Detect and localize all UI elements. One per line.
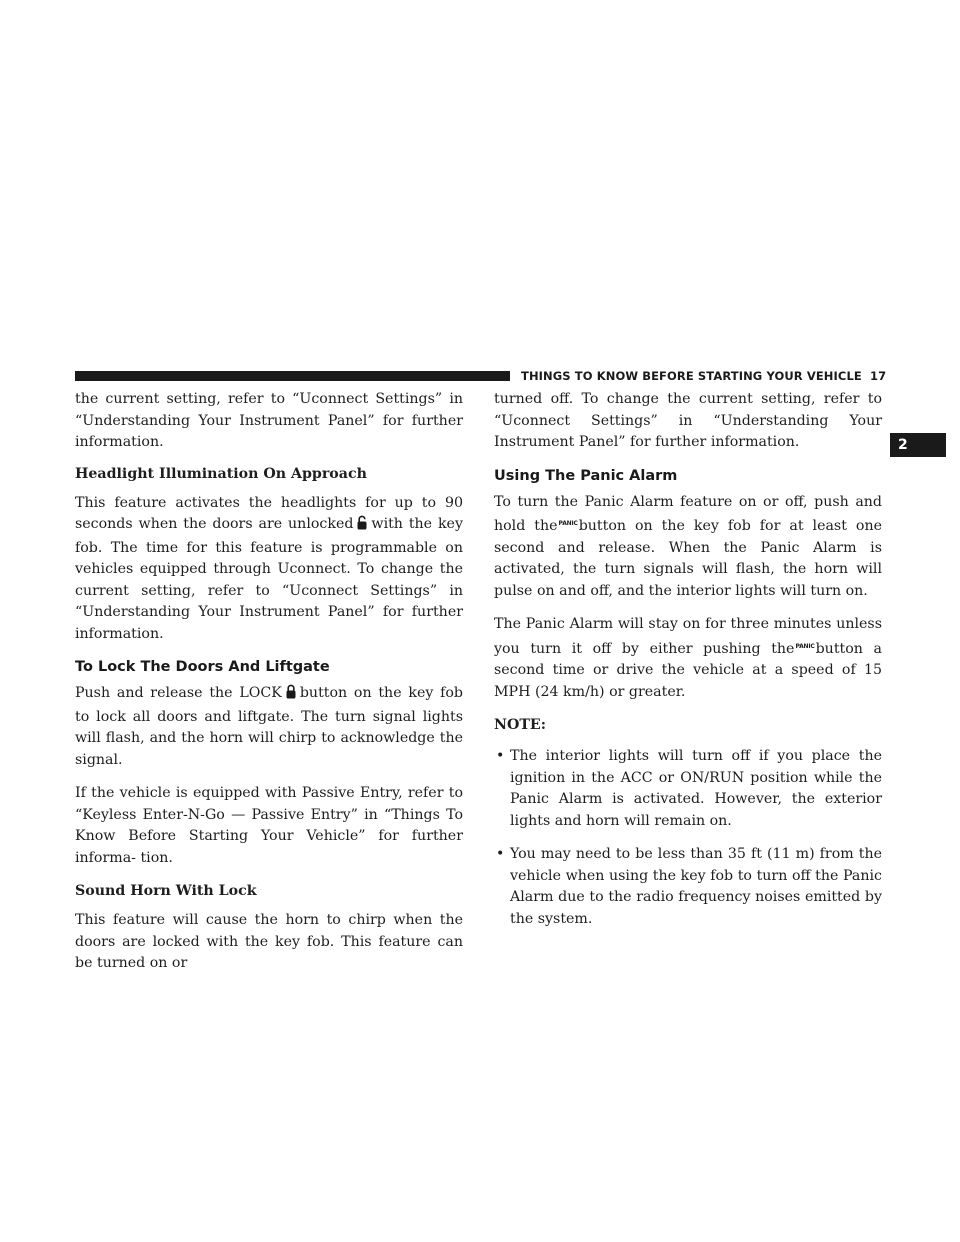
chapter-tab: 2 xyxy=(890,433,946,457)
panic-button-icon: PANIC xyxy=(558,520,578,527)
headlight-text-b: with the key fob. The time for this feature is programmable on vehicles equipped through Uconnect. To change the current setting, refer to “Uconnect Settings” in “Understanding Your Instrument Panel” for further information. xyxy=(75,516,463,642)
panic-text-1a: To turn the Panic Alarm feature on or off, push and hold the xyxy=(494,493,882,534)
passive-entry-paragraph: If the vehicle is equipped with Passive Entry, refer to “Keyless Enter-N-Go — Passive Entry” in “Things To Know Before Starting Your Vehicle” for further informa- tion. xyxy=(75,785,463,866)
panic-paragraph-2 xyxy=(494,614,882,703)
note-label: NOTE: xyxy=(494,717,546,733)
bullet-text: You may need to be less than 35 ft (11 m) from the vehicle when using the key fob to turn off the Panic Alarm due to the radio frequency noises emitted by the system. xyxy=(510,846,882,927)
lock-text-b: button on the key fob to lock all doors and liftgate. The turn signal lights will flash, and the horn will chirp to acknowledge the signal. xyxy=(75,685,464,768)
bullet-text: The interior lights will turn off if you place the ignition in the ACC or ON/RUN position while the Panic Alarm is activated. However, the exterior lights and horn will remain on. xyxy=(510,748,882,829)
bullet-mark: • xyxy=(496,846,505,862)
panic-button-icon: PANIC xyxy=(795,642,815,650)
page-number: 17 xyxy=(870,369,887,383)
headlight-heading: Headlight Illumination On Approach xyxy=(75,465,367,482)
padlock-locked-icon xyxy=(286,684,296,707)
list-item xyxy=(494,844,882,930)
running-header xyxy=(521,369,887,383)
panic-paragraph-1 xyxy=(494,492,882,603)
horn-paragraph: This feature will cause the horn to chirp when the doors are locked with the key fob. This feature can be turned on or xyxy=(75,912,463,971)
intro-paragraph: the current setting, refer to “Uconnect Settings” in “Understanding Your Instrument Panel” for further information. xyxy=(75,391,463,450)
continued-paragraph: turned off. To change the current setting, refer to “Uconnect Settings” in “Understanding Your Instrument Panel” for further information. xyxy=(494,391,882,450)
bullet-mark: • xyxy=(496,748,505,764)
horn-heading: Sound Horn With Lock xyxy=(75,883,257,899)
panic-text-1b: button on the key fob for at least one second and release. When the Panic Alarm is activated, the turn signals will flash, the horn will pulse on and off, and the interior lights will turn on. xyxy=(494,518,882,599)
right-column xyxy=(494,389,882,942)
left-column xyxy=(75,389,463,987)
headlight-text-a: This feature activates the headlights for up to 90 seconds when the doors are unlocked xyxy=(75,494,463,532)
headlight-paragraph xyxy=(75,493,463,646)
lock-text-a: Push and release the LOCK xyxy=(75,685,282,701)
padlock-unlocked-icon xyxy=(357,515,367,538)
lock-doors-paragraph xyxy=(75,683,463,771)
panic-text-2b: button a second time or drive the vehicle at a speed of 15 MPH (24 km/h) or greater. xyxy=(494,640,882,700)
running-header-title: THINGS TO KNOW BEFORE STARTING YOUR VEHICLE xyxy=(521,369,862,383)
lock-doors-heading: To Lock The Doors And Liftgate xyxy=(75,659,330,675)
panic-text-2a: The Panic Alarm will stay on for three minutes unless you turn it off by either pushing the xyxy=(494,616,882,657)
list-item xyxy=(494,746,882,832)
panic-alarm-heading: Using The Panic Alarm xyxy=(494,467,678,484)
header-rule xyxy=(75,371,510,381)
note-bullets xyxy=(494,746,882,930)
